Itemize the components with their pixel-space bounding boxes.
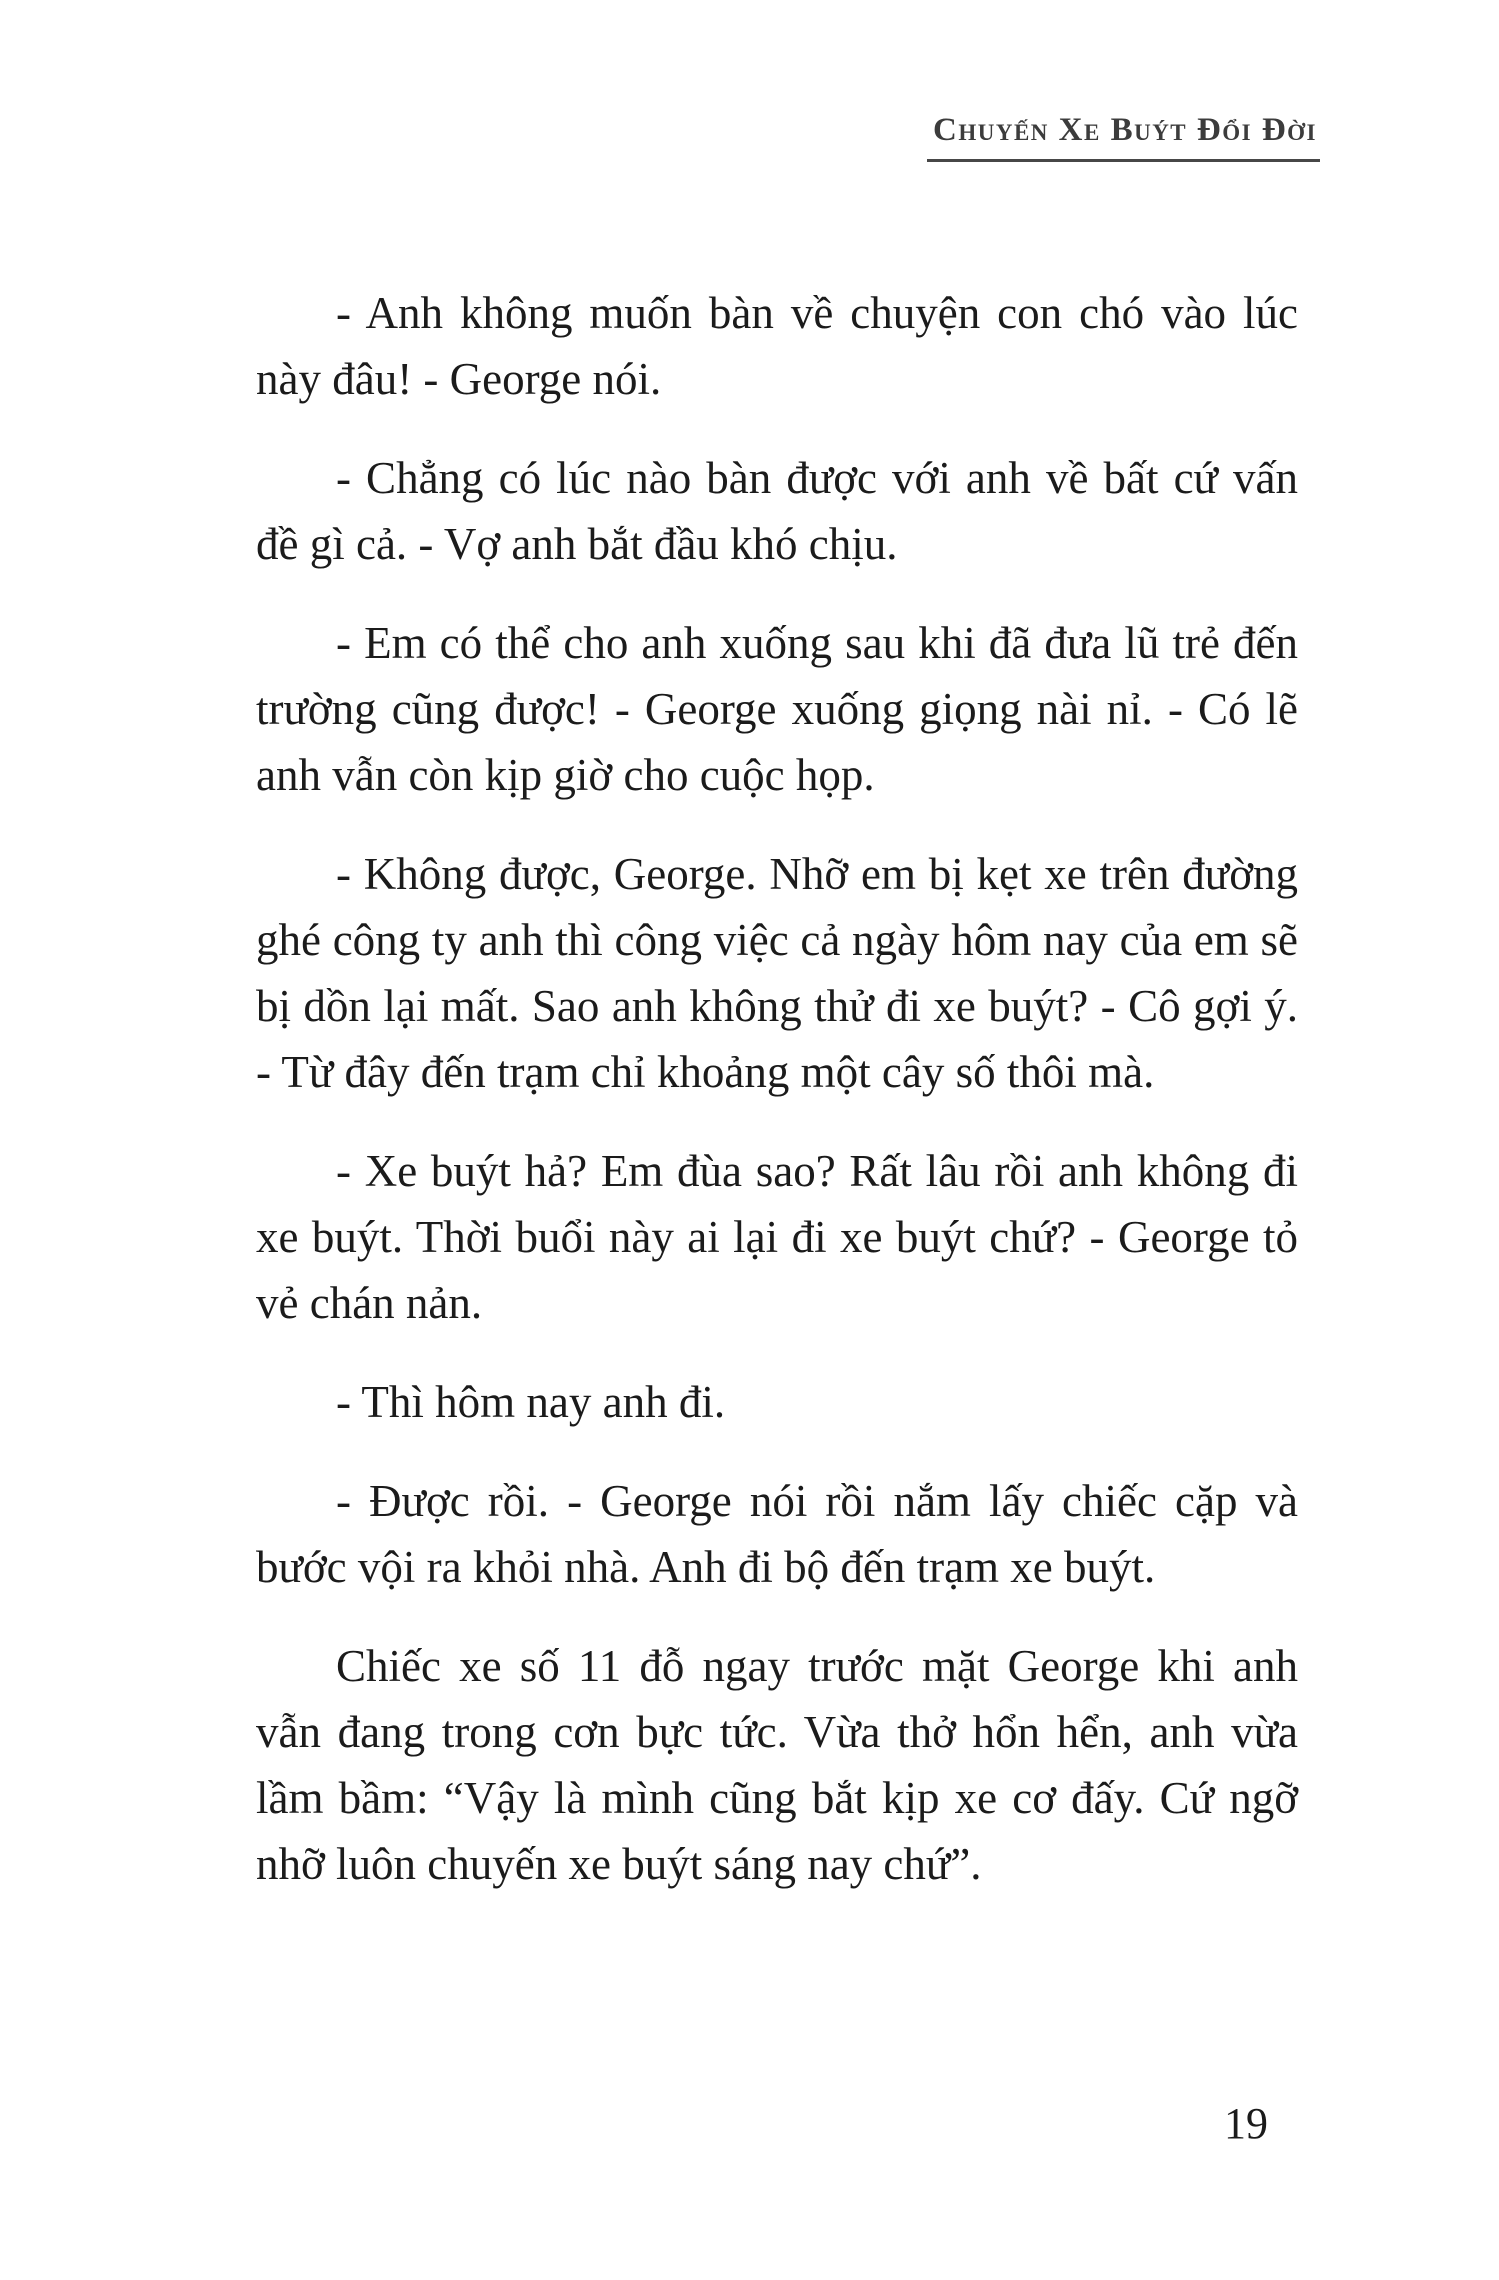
running-header (255, 112, 1320, 162)
paragraph: - Xe buýt hả? Em đùa sao? Rất lâu rồi anh không đi xe buýt. Thời buổi này ai lại đi xe buýt chứ? - George tỏ vẻ chán nản. (256, 1146, 1298, 1328)
paragraph: - Chẳng có lúc nào bàn được với anh về bất cứ vấn đề gì cả. - Vợ anh bắt đầu khó chịu. (256, 453, 1298, 569)
text-block (256, 280, 1298, 1930)
paragraph: - Em có thể cho anh xuống sau khi đã đưa lũ trẻ đến trường cũng được! - George xuống giọng nài nỉ. - Có lẽ anh vẫn còn kịp giờ cho cuộc họp. (256, 618, 1298, 800)
paragraph: - Được rồi. - George nói rồi nắm lấy chiếc cặp và bước vội ra khỏi nhà. Anh đi bộ đến trạm xe buýt. (256, 1476, 1298, 1592)
paragraph: Chiếc xe số 11 đỗ ngay trước mặt George khi anh vẫn đang trong cơn bực tức. Vừa thở hổn hển, anh vừa lầm bầm: “Vậy là mình cũng bắt kịp xe cơ đấy. Cứ ngỡ nhỡ luôn chuyến xe buýt sáng nay chứ”. (256, 1641, 1298, 1889)
running-header-title: Chuyến Xe Buýt Đổi Đời (927, 112, 1320, 162)
paragraph: - Không được, George. Nhỡ em bị kẹt xe trên đường ghé công ty anh thì công việc cả ngày hôm nay của em sẽ bị dồn lại mất. Sao anh không thử đi xe buýt? - Cô gợi ý. - Từ đây đến trạm chỉ khoảng một cây số thôi mà. (256, 849, 1298, 1097)
page-number: 19 (1224, 2099, 1268, 2148)
paragraph: - Anh không muốn bàn về chuyện con chó vào lúc này đâu! - George nói. (256, 288, 1298, 404)
paragraph: - Thì hôm nay anh đi. (336, 1377, 726, 1427)
